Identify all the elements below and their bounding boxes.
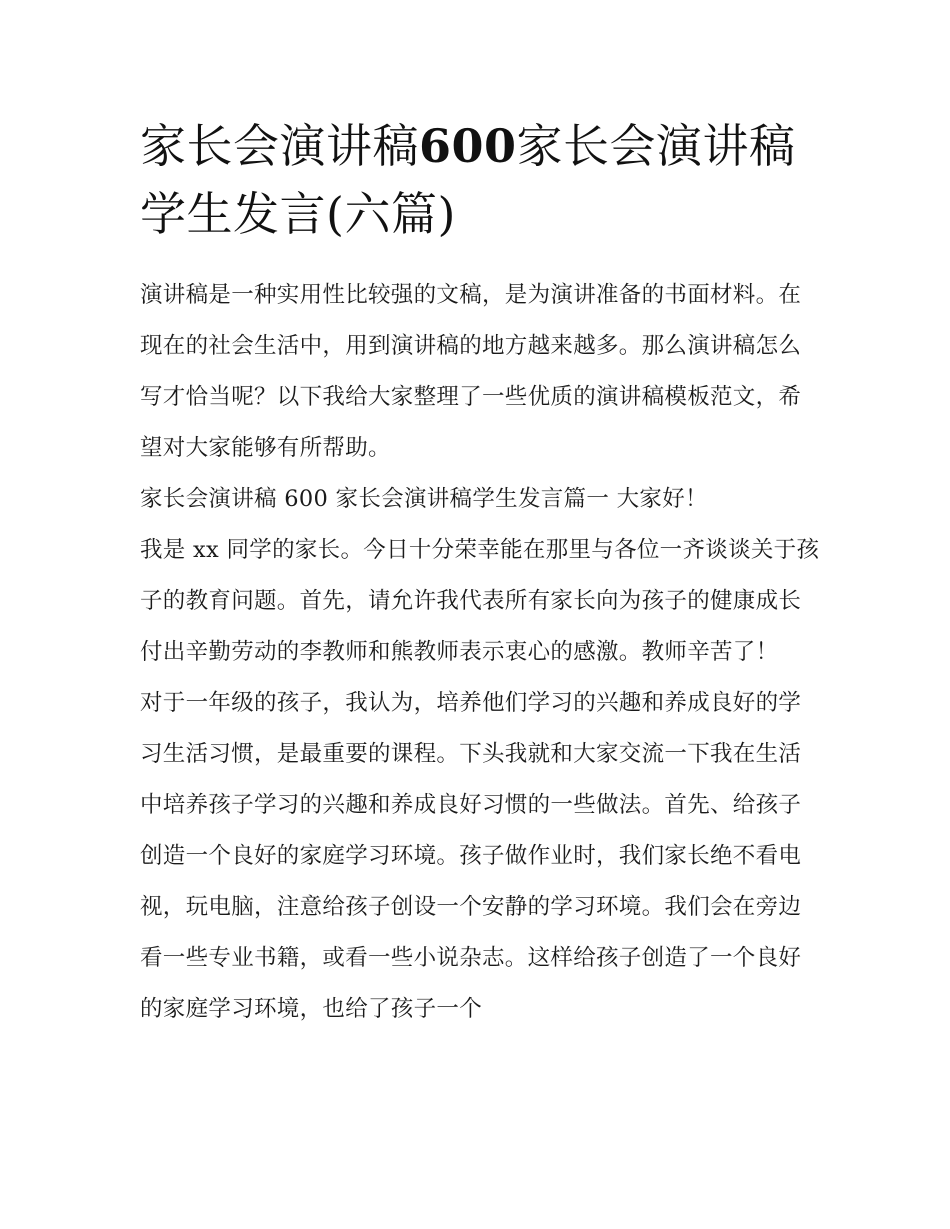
- paragraph-intro: 演讲稿是一种实用性比较强的文稿，是为演讲准备的书面材料。在现在的社会生活中，用到演讲稿的地方越来越多。那么演讲稿怎么写才恰当呢？以下我给大家整理了一些优质的演讲稿模板范文，希望对大家能够有所帮助。: [140, 282, 802, 461]
- document-page: [140, 112, 820, 1035]
- paragraph-body: 对于一年级的孩子，我认为，培养他们学习的兴趣和养成良好的学习生活习惯，是最重要的课程。下头我就和大家交流一下我在生活中培养孩子学习的兴趣和养成良好习惯的一些做法。首先、给孩子创造一个良好的家庭学习环境。孩子做作业时，我们家长绝不看电视，玩电脑，注意给孩子创设一个安静的学习环境。我们会在旁边看一些专业书籍，或看一些小说杂志。这样给孩子创造了一个良好的家庭学习环境，也给了孩子一个: [140, 690, 802, 1022]
- document-title: 家长会演讲稿600家长会演讲稿学生发言(六篇): [140, 119, 796, 241]
- paragraph-greeting: 我是 xx 同学的家长。今日十分荣幸能在那里与各位一齐谈谈关于孩子的教育问题。首先，请允许我代表所有家长向为孩子的健康成长付出辛勤劳动的李教师和熊教师表示衷心的感激。教师辛苦了！: [140, 537, 820, 665]
- paragraph-section-heading: 家长会演讲稿 600 家长会演讲稿学生发言篇一 大家好！: [140, 486, 708, 512]
- title-number: 600: [419, 119, 517, 173]
